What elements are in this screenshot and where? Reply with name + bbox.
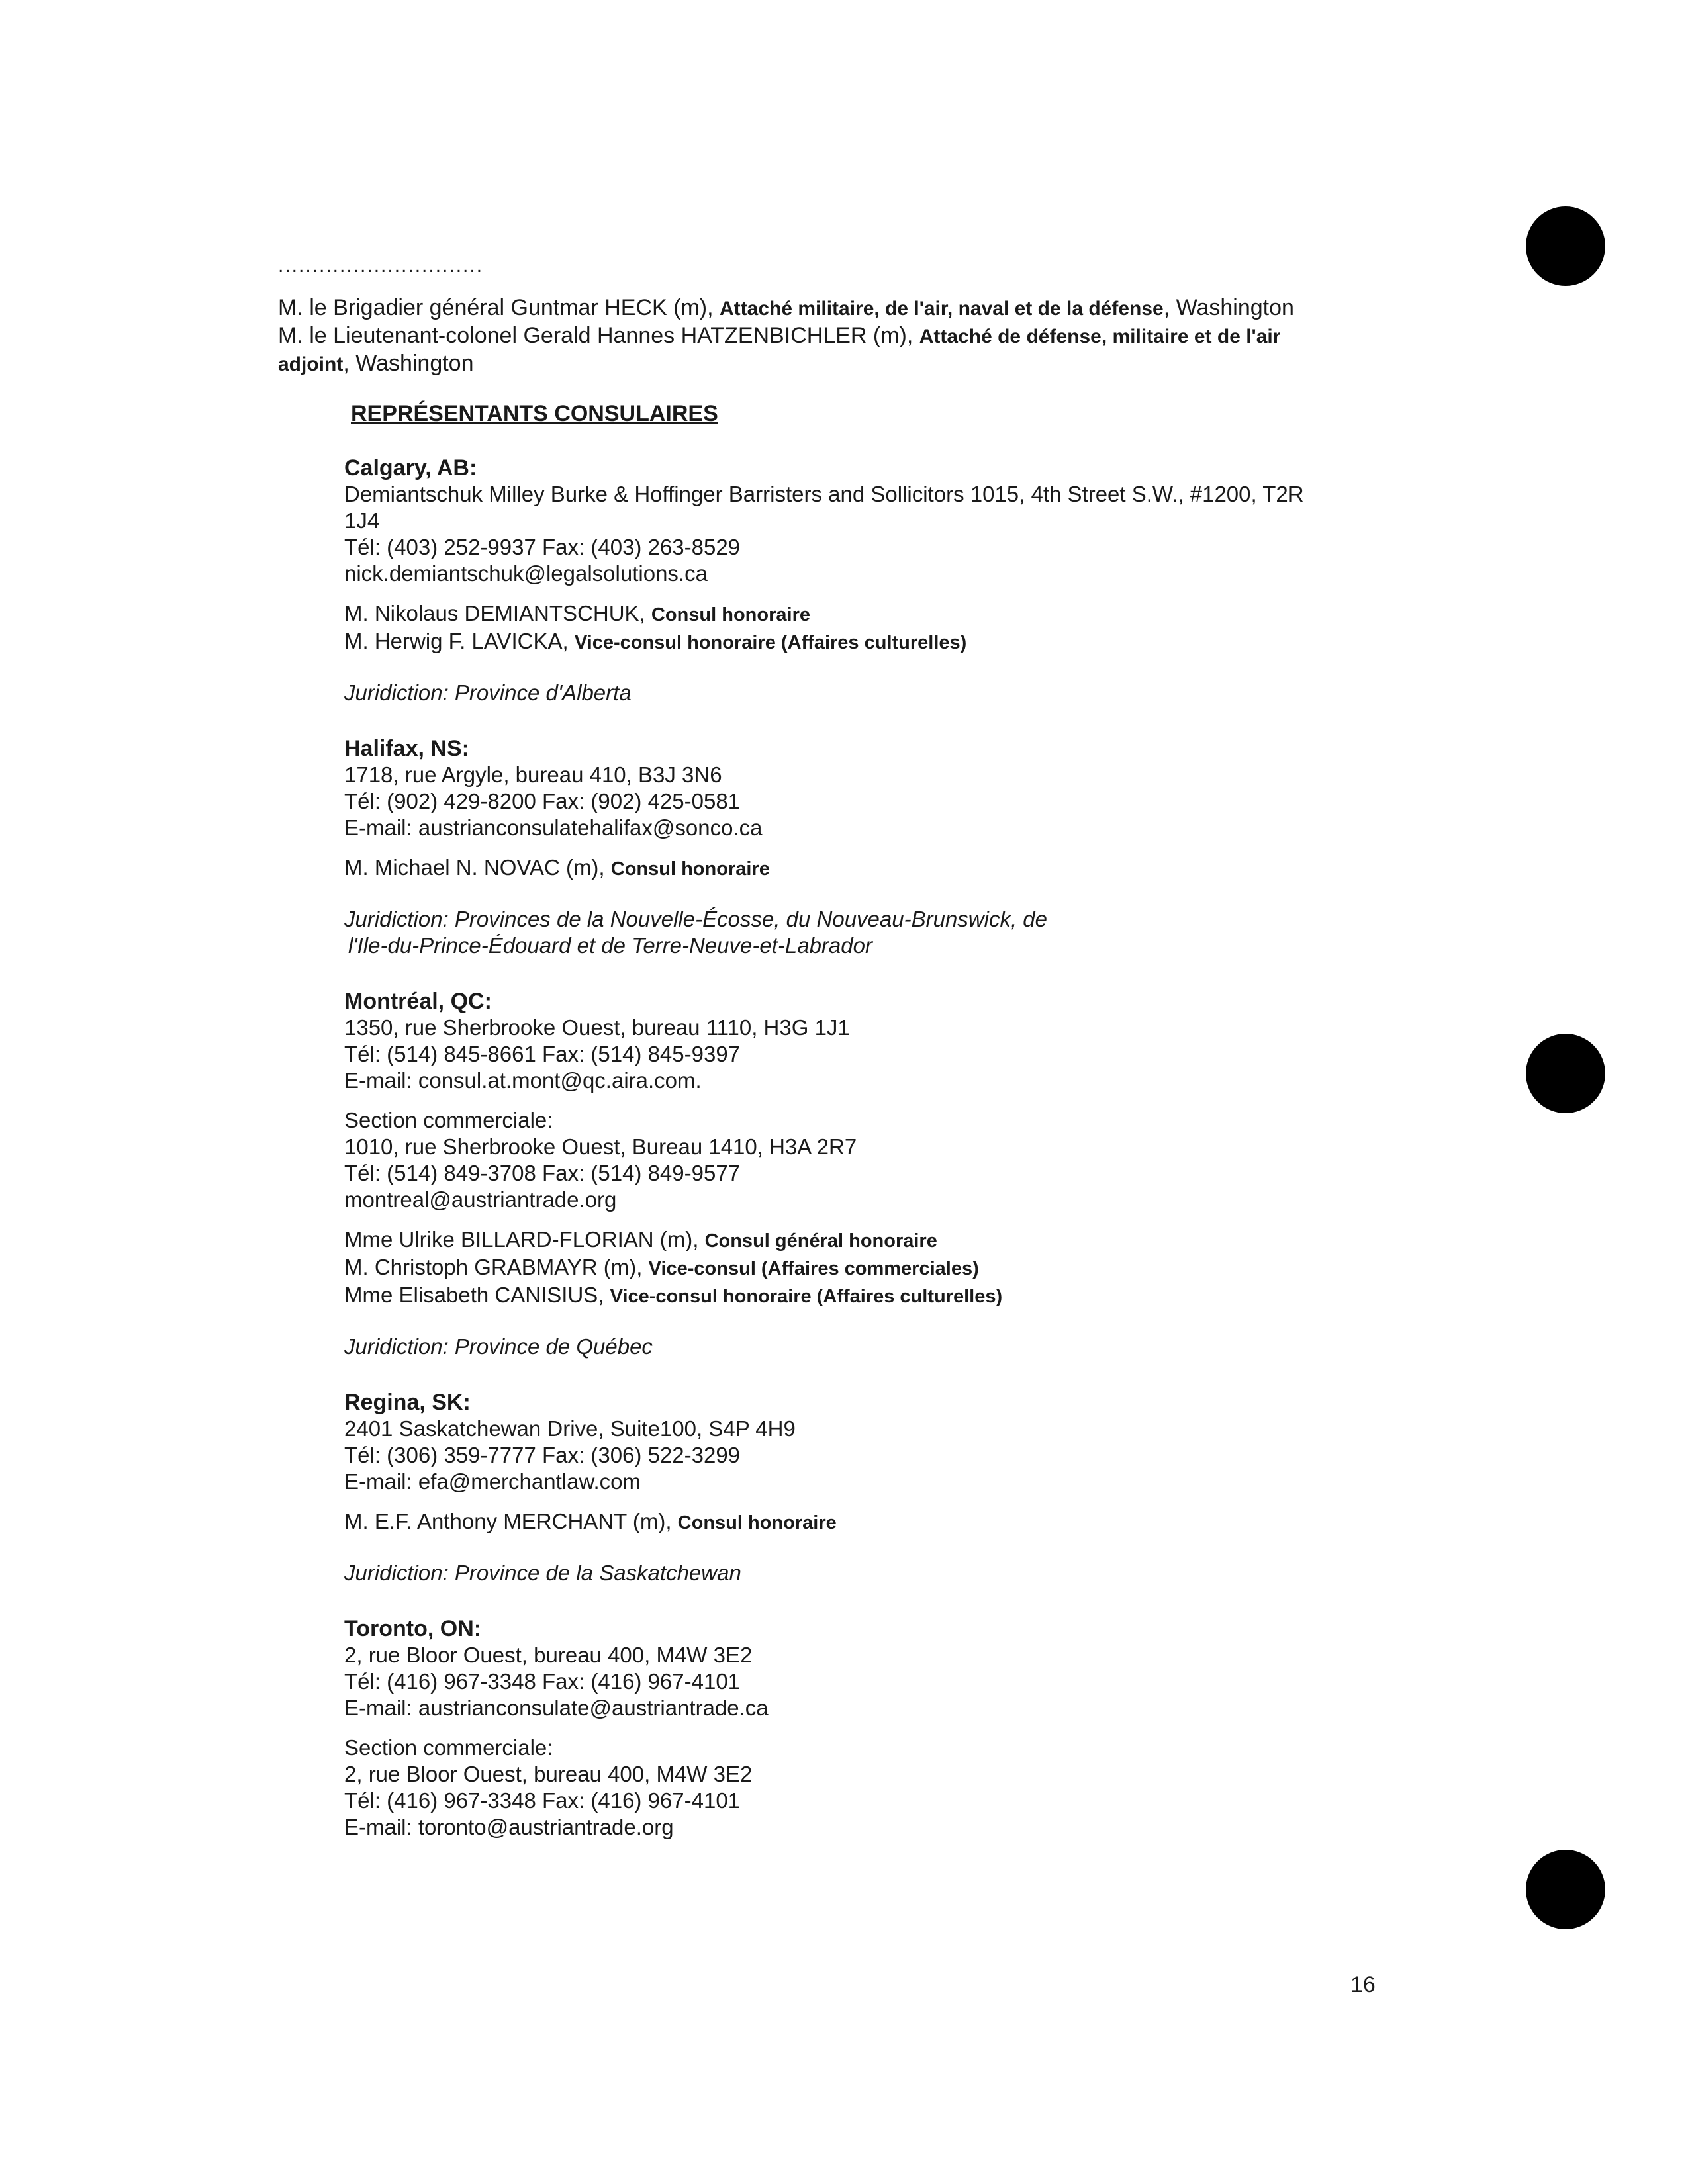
person-entry: [344, 1282, 1417, 1310]
phone-fax-line: Tél: (416) 967-3348 Fax: (416) 967-4101: [344, 1669, 741, 1694]
attache-name: M. le Lieutenant-colonel Gerald Hannes HATZENBICHLER (m),: [278, 323, 919, 348]
people-list: [344, 854, 1417, 882]
address-block: [344, 1015, 1417, 1094]
person-name: M. Christoph GRABMAYR (m),: [344, 1255, 649, 1279]
commercial-section: [344, 1107, 1417, 1213]
jurisdiction: [344, 1560, 1417, 1586]
person-name: M. Michael N. NOVAC (m),: [344, 855, 611, 880]
address-block: [344, 1416, 1417, 1495]
attache-line: [278, 295, 1350, 322]
consulate-montreal: [344, 988, 1417, 1360]
person-title: Consul honoraire: [610, 858, 770, 880]
person-title: Vice-consul honoraire (Affaires culturelles): [574, 632, 967, 653]
address-line: Demiantschuk Milley Burke & Hoffinger Barristers and Sollicitors 1015, 4th Street S.W., #1200, T2R: [344, 482, 1304, 506]
consulate-calgary: [344, 455, 1417, 706]
city-heading: Regina, SK:: [344, 1390, 471, 1415]
email-line: E-mail: austrianconsulate@austriantrade.ca: [344, 1696, 769, 1720]
person-entry: [344, 628, 1417, 656]
phone-fax-line: Tél: (403) 252-9937 Fax: (403) 263-8529: [344, 535, 741, 559]
address-line: 2401 Saskatchewan Drive, Suite100, S4P 4H9: [344, 1416, 796, 1441]
attache-location: , Washington: [343, 351, 474, 376]
person-title: Consul général honoraire: [704, 1230, 937, 1251]
consulate-halifax: [344, 735, 1417, 959]
address-line: 1J4: [344, 508, 380, 533]
jurisdiction-line: Juridiction: Provinces de la Nouvelle-Écosse, du Nouveau-Brunswick, de: [344, 907, 1048, 931]
address-line: 2, rue Bloor Ouest, bureau 400, M4W 3E2: [344, 1643, 753, 1667]
consulate-regina: [344, 1389, 1417, 1586]
person-entry: [344, 1508, 1417, 1536]
commercial-label: Section commerciale:: [344, 1735, 553, 1760]
phone-fax-line: Tél: (514) 849-3708 Fax: (514) 849-9577: [344, 1161, 741, 1185]
email-line: E-mail: toronto@austriantrade.org: [344, 1815, 674, 1839]
address-line: 2, rue Bloor Ouest, bureau 400, M4W 3E2: [344, 1762, 753, 1786]
address-line: 1350, rue Sherbrooke Ouest, bureau 1110, H3G 1J1: [344, 1015, 850, 1040]
phone-fax-line: Tél: (306) 359-7777 Fax: (306) 522-3299: [344, 1443, 741, 1467]
email-line: montreal@austriantrade.org: [344, 1187, 617, 1212]
people-list: [344, 1226, 1417, 1310]
jurisdiction: [344, 680, 1417, 706]
jurisdiction: [344, 1334, 1417, 1360]
person-entry: [344, 854, 1417, 882]
email-line: E-mail: efa@merchantlaw.com: [344, 1469, 641, 1494]
jurisdiction-line: Juridiction: Province de la Saskatchewan: [344, 1561, 741, 1585]
punch-hole: [1526, 1850, 1605, 1929]
jurisdiction-line: l'Ile-du-Prince-Édouard et de Terre-Neuve-et-Labrador: [348, 933, 872, 958]
jurisdiction-line: Juridiction: Province d'Alberta: [344, 680, 632, 705]
email-line: E-mail: consul.at.mont@qc.aira.com.: [344, 1068, 702, 1093]
attache-line: [278, 322, 1350, 350]
address-block: [344, 1642, 1417, 1721]
person-title: Vice-consul (Affaires commerciales): [648, 1258, 979, 1279]
person-entry: [344, 600, 1417, 628]
city-heading: Calgary, AB:: [344, 455, 477, 480]
leader-dots: ..............................: [278, 255, 484, 277]
city-heading: Montréal, QC:: [344, 989, 492, 1014]
person-name: M. Herwig F. LAVICKA,: [344, 629, 575, 653]
jurisdiction: [344, 906, 1417, 959]
address-block: [344, 481, 1417, 587]
punch-hole: [1526, 206, 1605, 286]
person-name: Mme Elisabeth CANISIUS,: [344, 1283, 610, 1307]
people-list: [344, 600, 1417, 656]
punch-hole: [1526, 1034, 1605, 1113]
section-heading: REPRÉSENTANTS CONSULAIRES: [351, 401, 718, 426]
email-line: nick.demiantschuk@legalsolutions.ca: [344, 561, 708, 586]
attache-title: Attaché de défense, militaire et de l'air: [919, 326, 1281, 347]
attache-location: , Washington: [1163, 295, 1294, 320]
jurisdiction-line: Juridiction: Province de Québec: [344, 1334, 653, 1359]
person-name: M. E.F. Anthony MERCHANT (m),: [344, 1509, 678, 1533]
attache-name: M. le Brigadier général Guntmar HECK (m),: [278, 295, 720, 320]
person-title: Consul honoraire: [677, 1512, 837, 1533]
address-line: 1010, rue Sherbrooke Ouest, Bureau 1410, H3A 2R7: [344, 1134, 857, 1159]
attache-title: Attaché militaire, de l'air, naval et de la défense: [719, 298, 1164, 320]
phone-fax-line: Tél: (902) 429-8200 Fax: (902) 425-0581: [344, 789, 741, 813]
attache-list: [278, 295, 1350, 378]
consulate-toronto: [344, 1615, 1417, 1841]
city-heading: Toronto, ON:: [344, 1616, 482, 1641]
page-number: 16: [1350, 1972, 1376, 1997]
email-line: E-mail: austrianconsulatehalifax@sonco.ca: [344, 815, 763, 840]
commercial-label: Section commerciale:: [344, 1108, 553, 1132]
attache-title: adjoint: [278, 353, 344, 375]
city-heading: Halifax, NS:: [344, 736, 469, 761]
address-block: [344, 762, 1417, 841]
address-line: 1718, rue Argyle, bureau 410, B3J 3N6: [344, 762, 722, 787]
phone-fax-line: Tél: (416) 967-3348 Fax: (416) 967-4101: [344, 1788, 741, 1813]
person-entry: [344, 1226, 1417, 1254]
person-name: M. Nikolaus DEMIANTSCHUK,: [344, 601, 651, 625]
commercial-section: [344, 1735, 1417, 1841]
person-name: Mme Ulrike BILLARD-FLORIAN (m),: [344, 1227, 705, 1251]
person-title: Consul honoraire: [651, 604, 810, 625]
people-list: [344, 1508, 1417, 1536]
attache-line: [278, 350, 1350, 378]
phone-fax-line: Tél: (514) 845-8661 Fax: (514) 845-9397: [344, 1042, 741, 1066]
person-title: Vice-consul honoraire (Affaires culturelles): [610, 1286, 1003, 1307]
person-entry: [344, 1254, 1417, 1282]
consular-representatives: [344, 400, 1417, 1870]
